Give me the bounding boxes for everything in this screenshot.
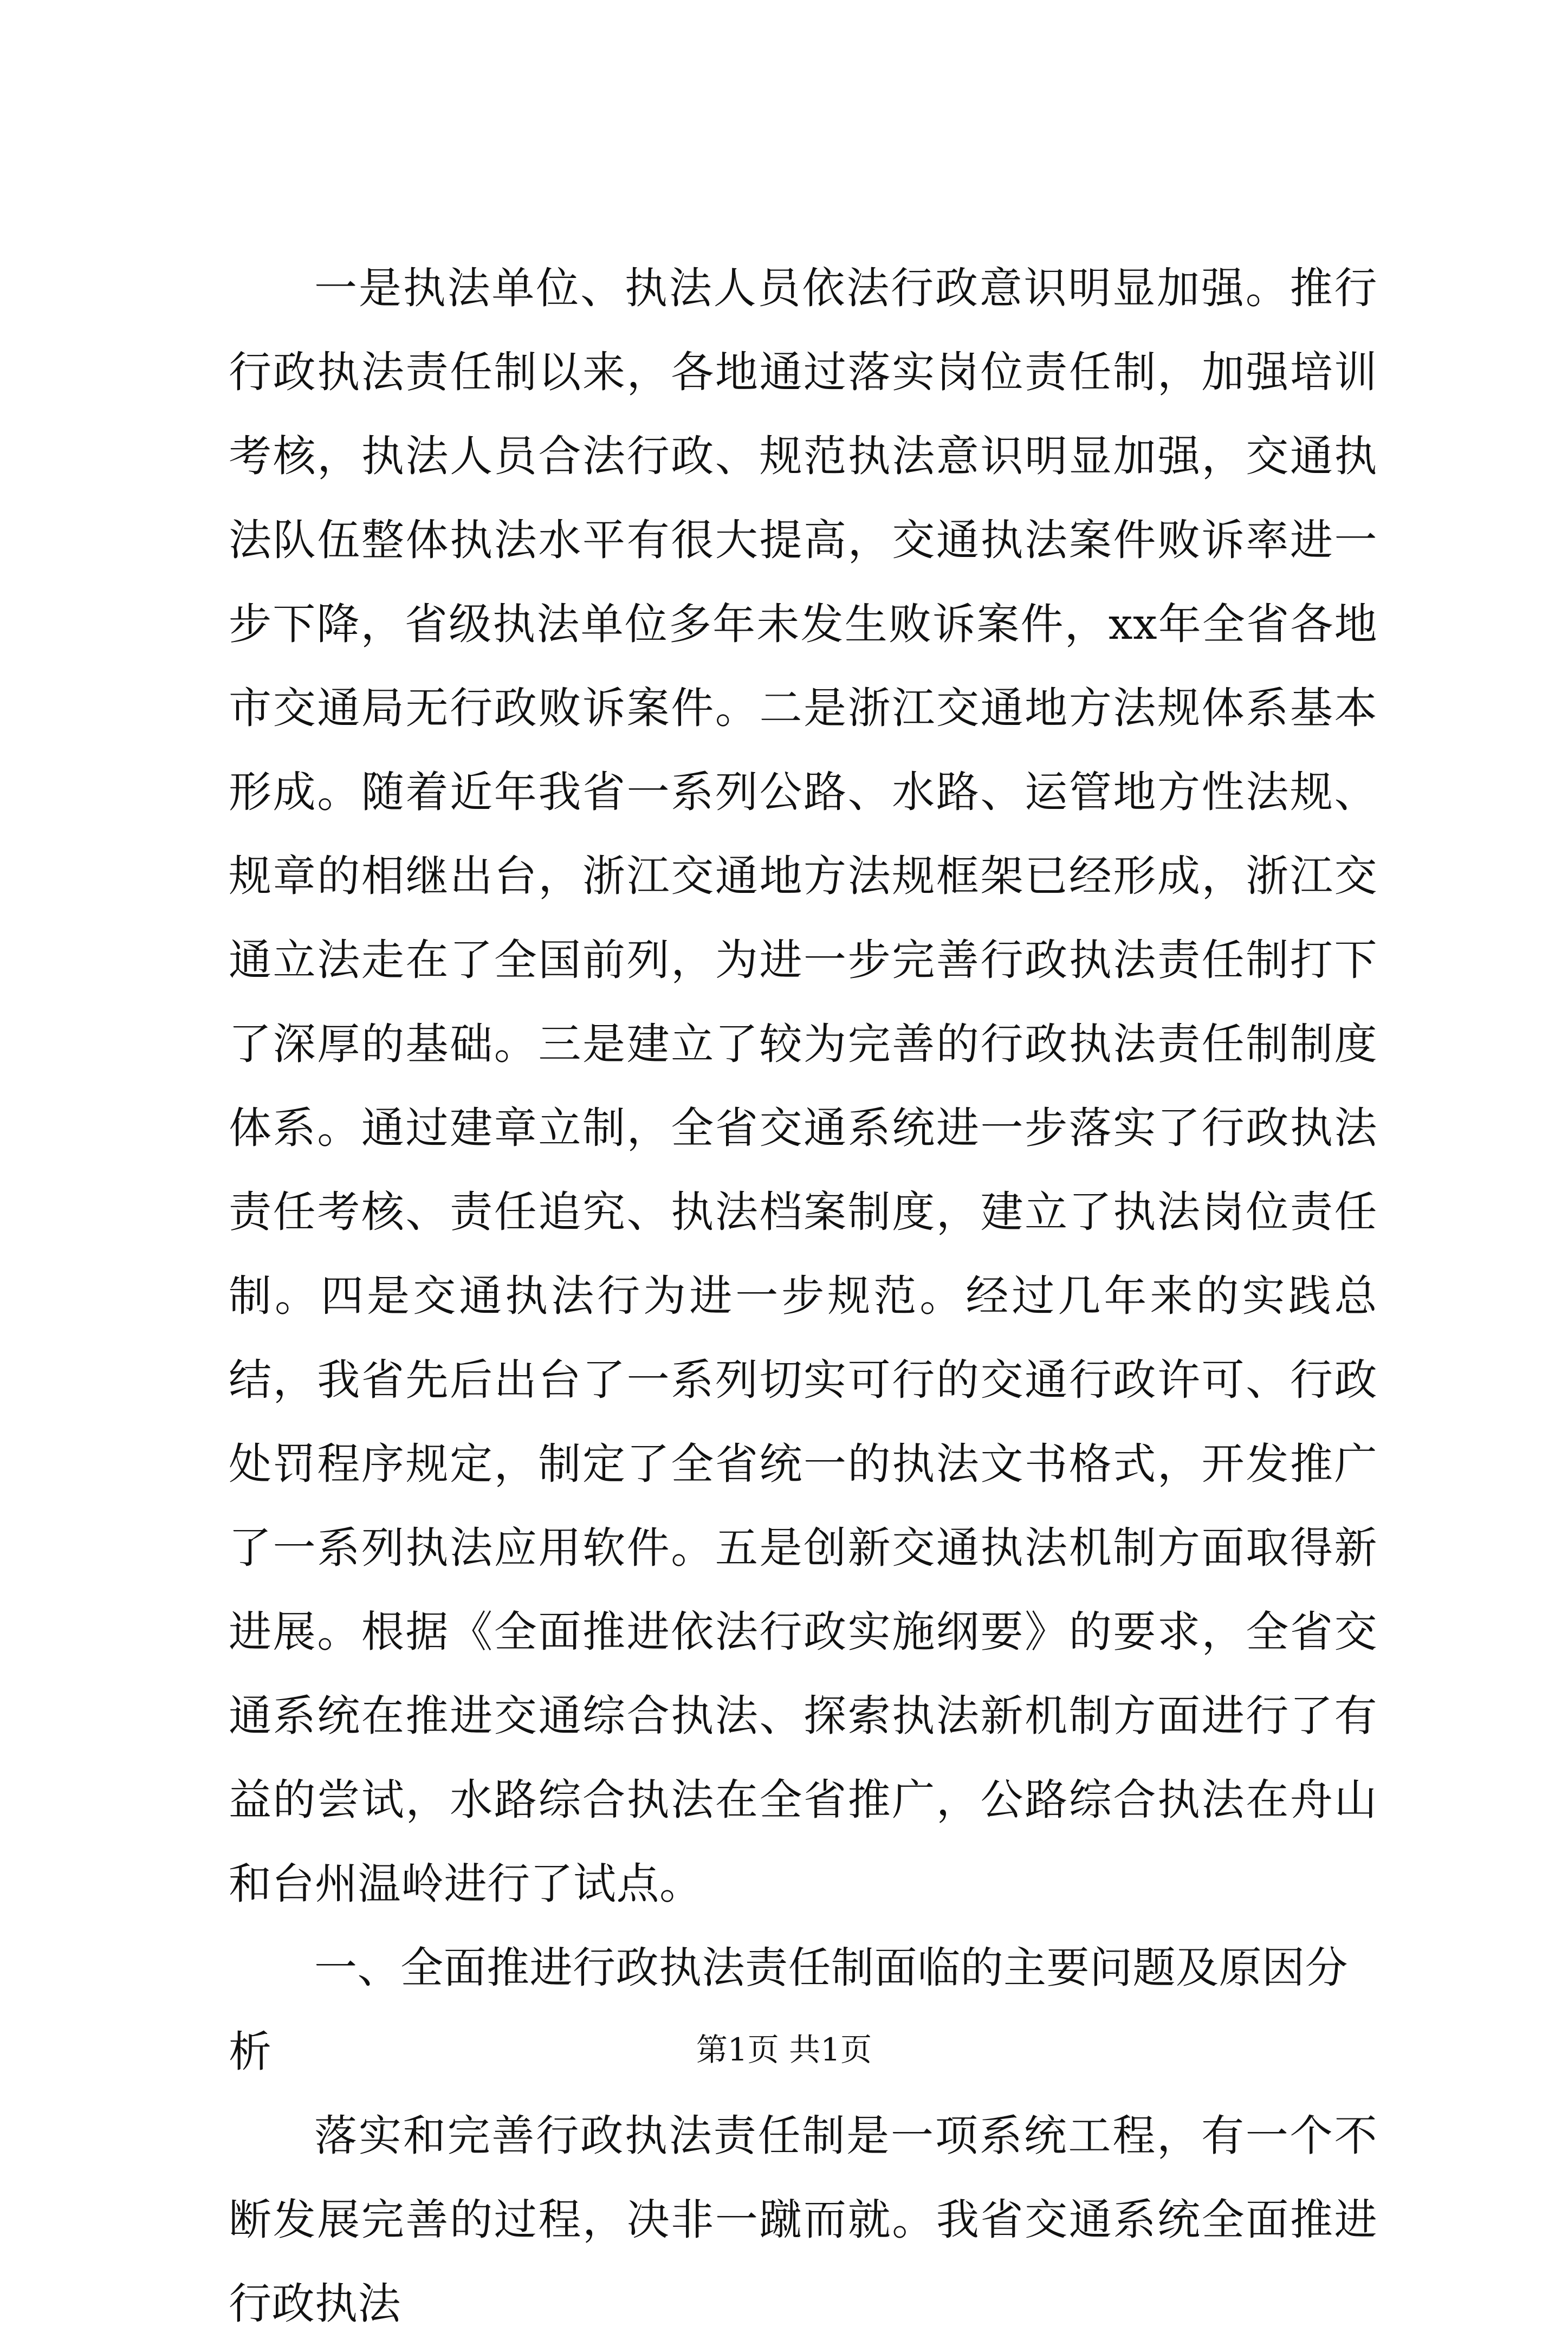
paragraph-problems-intro: 落实和完善行政执法责任制是一项系统工程，有一个不断发展完善的过程，决非一蹴而就。我省交通系统全面推进行政执法 (229, 2111, 1377, 2329)
page-footer: 第1页 共1页 (696, 2031, 872, 2068)
paragraph-achievements: 一是执法单位、执法人员依法行政意识明显加强。推行行政执法责任制以来，各地通过落实岗位责任制，加强培训考核，执法人员合法行政、规范执法意识明显加强，交通执法队伍整体执法水平有很大提高，交通执法案件败诉率进一步下降，省级执法单位多年未发生败诉案件，xx年全省各地市交通局无行政败诉案件。二是浙江交通地方法规体系基本形成。随着近年我省一系列公路、水路、运管地方性法规、规章的相继出台，浙江交通地方法规框架已经形成，浙江交通立法走在了全国前列，为进一步完善行政执法责任制打下了深厚的基础。三是建立了较为完善的行政执法责任制制度体系。通过建章立制，全省交通系统进一步落实了行政执法责任考核、责任追究、执法档案制度，建立了执法岗位责任制。四是交通执法行为进一步规范。经过几年来的实践总结，我省先后出台了一系列切实可行的交通行政许可、行政处罚程序规定，制定了全省统一的执法文书格式，开发推广了一系列执法应用软件。五是创新交通执法机制方面取得新进展。根据《全面推进依法行政实施纲要》的要求，全省交通系统在推进交通综合执法、探索执法新机制方面进行了有益的尝试，水路综合执法在全省推广，公路综合执法在舟山和台州温岭进行了试点。 (229, 263, 1377, 1909)
section-heading: 一、全面推进行政执法责任制面临的主要问题及原因分析 (229, 1943, 1348, 2077)
